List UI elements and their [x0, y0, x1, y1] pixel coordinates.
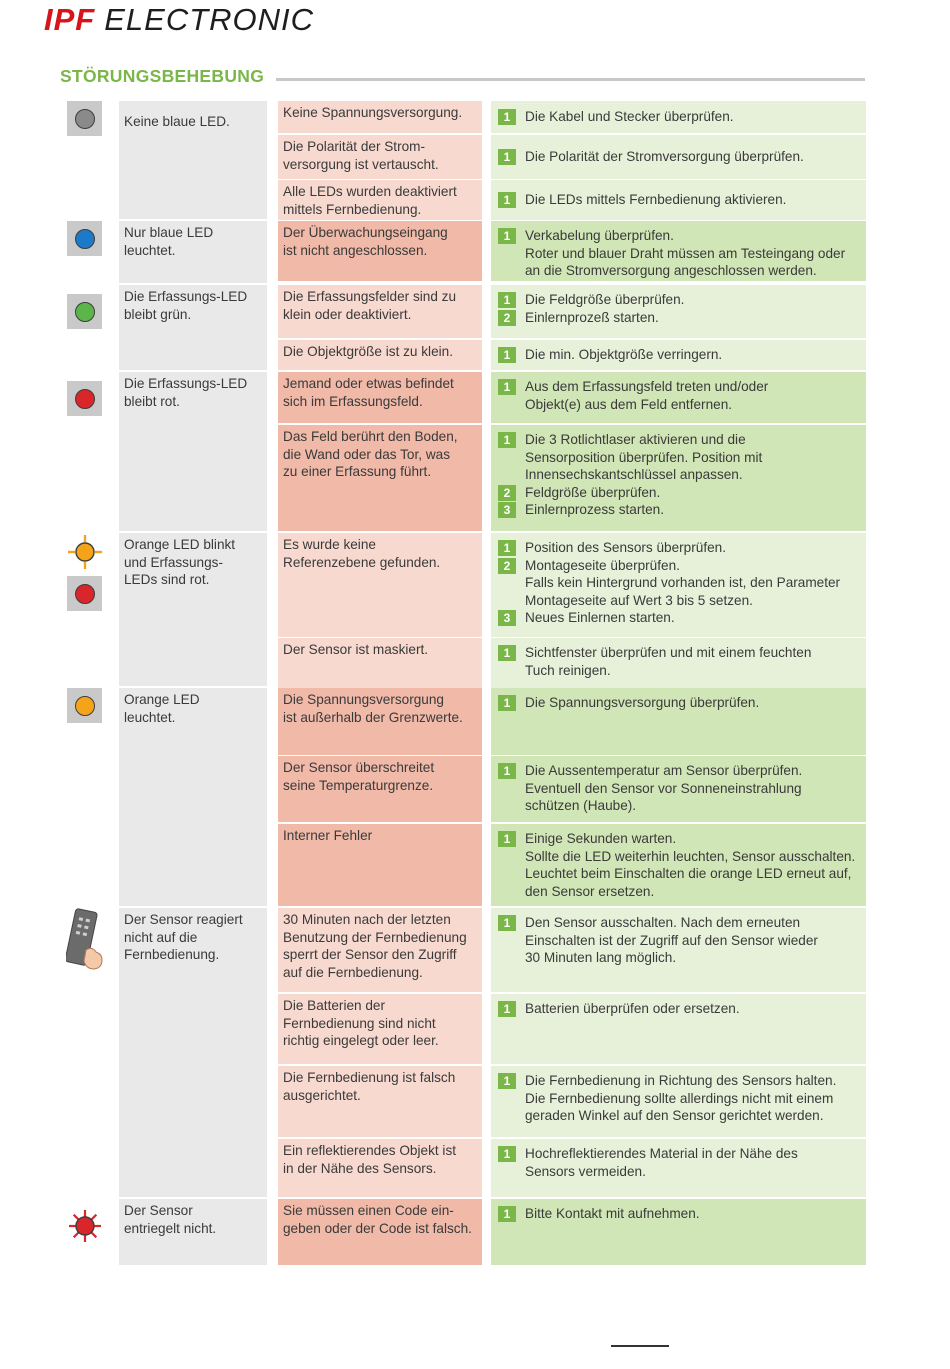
cause-cell: Keine Spannungsversorgung. [278, 101, 482, 133]
step-number-badge: 1 [498, 347, 516, 363]
step-number-badge: 1 [498, 763, 516, 779]
cause-cell: Das Feld berührt den Boden, die Wand oder das Tor, was zu einer Erfassung führt. [278, 425, 482, 531]
brand-ipf: IPF [44, 2, 96, 37]
step-text: Verkabelung überprüfen. Roter und blauer Draht müssen am Testeingang oder an die Stromversorgung angeschlossen werden. [525, 228, 846, 278]
solution-step [491, 227, 860, 280]
led-red [75, 584, 95, 604]
step-number-badge: 1 [498, 432, 516, 448]
step-text: Die Kabel und Stecker überprüfen. [525, 109, 734, 124]
solution-cell [491, 372, 866, 423]
step-text: Hochreflektierendes Material in der Nähe des Sensors vermeiden. [525, 1146, 798, 1179]
solution-step [491, 191, 860, 209]
cause-cell: Der Überwachungseingang ist nicht angeschlossen. [278, 221, 482, 281]
step-number-badge: 1 [498, 379, 516, 395]
solution-cell [491, 425, 866, 531]
solution-cell [491, 638, 866, 688]
cause-cell: Es wurde keine Referenzebene gefunden. [278, 533, 482, 637]
solution-step [491, 644, 860, 679]
solution-step [491, 1145, 860, 1180]
cause-cell: 30 Minuten nach der letzten Benutzung der Fernbedienung sperrt der Sensor den Zugriff auf die Fernbedienung. [278, 908, 482, 992]
step-number-badge: 3 [498, 502, 516, 518]
step-number-badge: 1 [498, 645, 516, 661]
step-text: Montageseite überprüfen. Falls kein Hintergrund vorhanden ist, den Parameter Montageseite auf Wert 3 bis 5 setzen. [525, 557, 841, 608]
step-text: Batterien überprüfen oder ersetzen. [525, 1001, 740, 1016]
cause-cell: Die Spannungsversorgung ist außerhalb der Grenzwerte. [278, 688, 482, 755]
step-number-badge: 2 [498, 558, 516, 574]
step-number-badge: 2 [498, 310, 516, 326]
orange-blink-icon [67, 534, 102, 569]
condition-cell: Nur blaue LED leuchtet. [119, 221, 267, 283]
cause-cell: Die Batterien der Fernbedienung sind nicht richtig eingelegt oder leer. [278, 994, 482, 1064]
red-burst-icon [67, 1208, 102, 1243]
solution-step [491, 557, 860, 610]
step-text: Einige Sekunden warten. Sollte die LED weiterhin leuchten, Sensor ausschalten. Leuchtet beim Einschalten die orange LED erneut auf, den Sensor ersetzen. [525, 831, 856, 899]
condition-cell: Orange LED blinkt und Erfassungs- LEDs sind rot. [119, 533, 267, 686]
solution-step [491, 1205, 860, 1223]
solution-step [491, 378, 860, 413]
led-green [75, 302, 95, 322]
condition-cell: Keine blaue LED. [119, 101, 267, 219]
solution-step [491, 291, 860, 309]
cause-cell: Alle LEDs wurden deaktiviert mittels Fernbedienung. [278, 180, 482, 220]
condition-cell: Der Sensor reagiert nicht auf die Fernbedienung. [119, 908, 267, 1197]
step-text: Aus dem Erfassungsfeld treten und/oder Objekt(e) aus dem Feld entfernen. [525, 379, 769, 412]
solution-step [491, 346, 860, 364]
step-number-badge: 1 [498, 292, 516, 308]
solution-step [491, 108, 860, 126]
condition-cell: Die Erfassungs-LED bleibt grün. [119, 285, 267, 370]
step-number-badge: 2 [498, 485, 516, 501]
step-text: Die 3 Rotlichtlaser aktivieren und die Sensorposition überprüfen. Position mit Innensechskantschlüssel anpassen. [525, 432, 763, 482]
led-orange [75, 696, 95, 716]
solution-cell [491, 340, 866, 370]
step-number-badge: 1 [498, 1146, 516, 1162]
cause-cell: Der Sensor ist maskiert. [278, 638, 482, 688]
cause-cell: Sie müssen einen Code ein- geben oder der Code ist falsch. [278, 1199, 482, 1265]
solution-step [491, 148, 860, 166]
led-red-icon [67, 381, 102, 416]
cause-cell: Ein reflektierendes Objekt ist in der Nähe des Sensors. [278, 1139, 482, 1197]
solution-cell [491, 533, 866, 637]
solution-step [491, 484, 860, 502]
solution-cell [491, 221, 866, 281]
solution-cell [491, 824, 866, 906]
step-number-badge: 1 [498, 228, 516, 244]
led-green-icon [67, 294, 102, 329]
solution-cell [491, 135, 866, 179]
solution-cell [491, 285, 866, 338]
step-text: Die LEDs mittels Fernbedienung aktivieren. [525, 192, 787, 207]
solution-cell [491, 1199, 866, 1265]
led-grey [75, 109, 95, 129]
solution-cell [491, 994, 866, 1064]
solution-step [491, 609, 860, 627]
solution-cell [491, 101, 866, 133]
solution-step [491, 914, 860, 967]
cause-cell: Die Fernbedienung ist falsch ausgerichtet. [278, 1066, 482, 1137]
solution-step [491, 309, 860, 327]
solution-step [491, 830, 860, 900]
step-number-badge: 1 [498, 149, 516, 165]
solution-cell [491, 1066, 866, 1137]
solution-step [491, 539, 860, 557]
cause-cell: Der Sensor überschreitet seine Temperaturgrenze. [278, 756, 482, 822]
step-number-badge: 1 [498, 192, 516, 208]
condition-cell: Die Erfassungs-LED bleibt rot. [119, 372, 267, 531]
step-text: Die min. Objektgröße verringern. [525, 347, 723, 362]
solution-cell [491, 688, 866, 755]
cause-cell: Die Polarität der Strom- versorgung ist vertauscht. [278, 135, 482, 179]
step-text: Die Feldgröße überprüfen. [525, 292, 685, 307]
footer-divider [611, 1345, 669, 1347]
step-number-badge: 1 [498, 1073, 516, 1089]
step-text: Die Fernbedienung in Richtung des Sensors halten. Die Fernbedienung sollte allerdings nicht mit einem geraden Winkel auf den Sensor gerichtet werden. [525, 1073, 837, 1123]
step-number-badge: 1 [498, 109, 516, 125]
cause-cell: Die Erfassungsfelder sind zu klein oder deaktiviert. [278, 285, 482, 338]
cause-cell: Jemand oder etwas befindet sich im Erfassungsfeld. [278, 372, 482, 423]
step-text: Einlernprozeß starten. [525, 309, 659, 325]
step-number-badge: 1 [498, 540, 516, 556]
step-number-badge: 3 [498, 610, 516, 626]
solution-cell [491, 180, 866, 220]
solution-step [491, 694, 860, 712]
step-text: Den Sensor ausschalten. Nach dem erneuten Einschalten ist der Zugriff auf den Sensor wieder 30 Minuten lang möglich. [525, 915, 818, 965]
solution-step [491, 1000, 860, 1018]
solution-cell [491, 908, 866, 992]
step-number-badge: 1 [498, 695, 516, 711]
brand-electronic: ELECTRONIC [104, 2, 315, 37]
led-red [75, 389, 95, 409]
section-title: STÖRUNGSBEHEBUNG [60, 66, 265, 86]
solution-step [491, 762, 860, 815]
solution-step [491, 1072, 860, 1125]
step-text: Position des Sensors überprüfen. [525, 540, 727, 555]
step-text: Die Spannungsversorgung überprüfen. [525, 695, 760, 710]
led-orange-icon [67, 688, 102, 723]
solution-step [491, 501, 860, 519]
solution-step [491, 431, 860, 484]
solution-cell [491, 1139, 866, 1197]
cause-cell: Die Objektgröße ist zu klein. [278, 340, 482, 370]
step-text: Die Aussentemperatur am Sensor überprüfen. Eventuell den Sensor vor Sonneneinstrahlung schützen (Haube). [525, 763, 803, 813]
step-number-badge: 1 [498, 915, 516, 931]
step-text: Die Polarität der Stromversorgung überprüfen. [525, 149, 804, 164]
condition-cell: Der Sensor entriegelt nicht. [119, 1199, 267, 1265]
led-red-icon [67, 576, 102, 611]
step-text: Bitte Kontakt mit aufnehmen. [525, 1206, 700, 1221]
step-number-badge: 1 [498, 1001, 516, 1017]
remote-control-icon [66, 908, 106, 970]
step-number-badge: 1 [498, 1206, 516, 1222]
step-number-badge: 1 [498, 831, 516, 847]
step-text: Sichtfenster überprüfen und mit einem feuchten Tuch reinigen. [525, 645, 812, 678]
led-blue [75, 229, 95, 249]
led-grey-icon [67, 101, 102, 136]
condition-cell: Orange LED leuchtet. [119, 688, 267, 906]
step-text: Einlernprozess starten. [525, 502, 665, 517]
step-text: Neues Einlernen starten. [525, 610, 675, 625]
cause-cell: Interner Fehler [278, 824, 482, 906]
solution-cell [491, 756, 866, 822]
step-text: Feldgröße überprüfen. [525, 484, 661, 500]
led-blue-icon [67, 221, 102, 256]
